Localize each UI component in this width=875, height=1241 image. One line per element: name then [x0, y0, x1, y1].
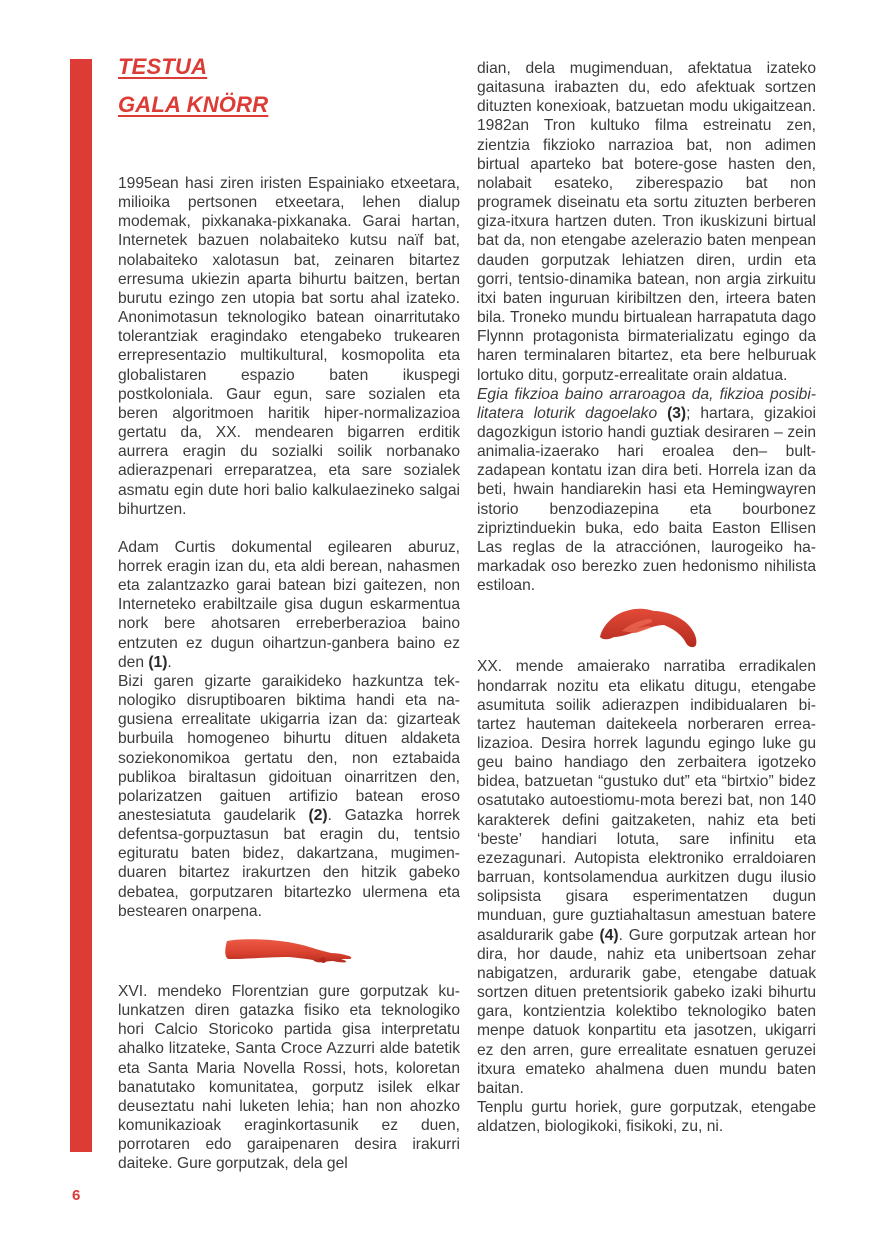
red-arm-illustration: [118, 924, 460, 978]
paragraph: [118, 538, 460, 672]
paragraph-text: Bizi garen gizarte garaikideko hazkuntza teknologiko disruptiboaren biktima handi eta nagusiena errealitate ukigarria izan da: gizarteak burbuila homogeneo bihurtu dituen aldaketa soziekonomikoa gertatu den, non eztabaida publikoa biraltasun gidoituan oinarritzen den, polarizatzen gaituen artifizio batean eroso anestesiatuta gaudelarik: [118, 672, 460, 824]
page-number: 6: [72, 1187, 81, 1204]
italic-quote: Egia fikzioa baino arraroagoa da, fikzioa posibilitatera loturik dagoelako: [477, 385, 816, 422]
accent-sidebar-bar: [70, 59, 92, 1152]
footnote-ref-1: (1): [148, 653, 168, 671]
paragraph: [477, 385, 816, 596]
paragraph-text: . Gure gorputzak artean hor dira, hor daude, nahiz eta unibertsoan zehar nabigatzen, ardurarik gabe, etengabe datuak sortzen dituen pretentsiorik gabeko izaki bihurtu gara, kontzientzia kolektibo teknologiko baten menpe datuok konpartitu eta jasotzen, ukigarri ez den arren, gure errealitate esnatuen geruzei itxura emateko ahalmena duen mundu baten baitan.: [477, 926, 816, 1097]
paragraph: dian, dela mugimenduan, afektatua izateko gaitasuna irabazten du, edo afektuak sortzen dituzten konexioak, batzuetan modu ukigaitzean. 1982an Tron kultuko filma estreinatu zen, zientzia fikzioko narrazioa bat, non adimen birtual aparteko bat botere-gose hasten den, nolabait esateko, ziberespazio bat non programek diseinatu eta sortu zituzten berberen giza-itxura hartzen duten. Tron ikuskizuni birtual bat da, non etengabe azelerazio baten menpean dauden gorputzak lehiatzen diren, urdin eta gorri, tentsio-dinamika batean, non argia zirkuitu itxi baten inguruan kiribiltzen den, irteera baten bila. Troneko mundu birtualean harrapatuta dago Flynnn protagonista birmaterializatu egingo da haren terminalaren bitartez, eta bere helburuak lortuko ditu, gorputz-errealitate orain aldatua.: [477, 60, 816, 384]
footnote-ref-3: (3): [667, 404, 687, 422]
paragraph-text: . Gatazka horrek defentsa-gorpuztasun bat eragin du, tentsio egituratu baten bidez, dakartzana, mugimenduaren bitartez irakurtzen den hitzik gabeko debatea, gorputzaren bitartezko ulermena eta bestearen onarpena.: [118, 807, 460, 920]
paragraph: 1995ean hasi ziren iristen Espainiako etxeetara, milioika pertsonen etxeetara, lehen dialup modemak, pixkanaka-pixkanaka. Garai hartan, Internetek bazuen nolabaiteko kutsu naïf bat, nolabaiteko xalotasun bat, zeinaren bitartez erresuma ukiezin aparta bihurtu baitzen, bertan burutu ezingo zen utopia bat sortu ahal izateko. Anonimotasun teknologiko batean oinarritutako tolerantziak eragindako etengabeko trukearen errepresentazio multikultural, kosmopolita eta globalistaren espazio baten ikuspegi postkoloniala. Gaur egun, sare sozialen eta beren algoritmoen haritik hiper-normalizazioa gertatu da, XX. mendearen bigarren erditik aurrera eragin du sozialki soilik norbanako adierazpenari erreparatzea, eta sare sozialek asmatu egin dute hori balio kalkulaezineko salgai bihurtzen.: [118, 175, 460, 518]
footnote-ref-4: (4): [599, 926, 619, 944]
paragraph-text: ; hartara, gizakioi dagozkigun istorio handi guztiak desiraren – zein animalia-izaerako hari eroalea den– bultzadapean kontatu izan dira beti. Horrela izan da beti, hwain handiarekin hasi eta Hemingwayren istorio benzodiazepina eta bourbonez zipriztinduekin buka, edo baita Easton Ellisen Las reglas de la atracciónen, laurogeiko hamarkadak oso berezko zuen hedonismo nihilista estiloan.: [477, 404, 816, 595]
section-label: TESTUA: [118, 54, 208, 79]
paragraph: Tenplu gurtu horiek, gure gorputzak, etengabe aldatzen, biologikoki, fisikoki, zu, ni.: [477, 1098, 816, 1136]
author-name: GALA KNÖRR: [118, 92, 269, 117]
left-column: [118, 174, 460, 1174]
paragraph: XVI. mendeko Florentzian gure gorputzak kulunkatzen diren gatazka fisiko eta teknologiko hori Calcio Storicoko partida gisa interpretatu ahalko litzateke, Santa Croce Azzurri alde batetik eta Santa Maria Novella Rossi, hots, koloretan banatutako komunitatea, gorputz isilek elkar deuseztatu nahi luketen lehia; han non ahozko komunikazioak eraginkortasunik ez duen, porrotaren edo garaipenaren desira irakurri daiteke. Gure gorputzak, dela gel: [118, 982, 460, 1173]
footnote-ref-2: (2): [308, 807, 328, 824]
arm-reaching-icon: [223, 935, 355, 967]
paragraph: [477, 657, 816, 1098]
red-hands-illustration: [477, 597, 816, 655]
hands-clasping-icon: [592, 603, 702, 649]
paragraph-text: Adam Curtis dokumental egilearen aburuz, horrek eragin izan du, eta aldi berean, nahasmen eta zalantzazko garai batean bizi gaitezen, non Interneteko erabiltzaile gisa dugun eskarmentua nork bere ahotsaren erreberberazioa baino entzuten ez dugun oihartzun-ganbera baino ez den: [118, 538, 460, 671]
paragraph: [118, 672, 460, 921]
paragraph-text: XX. mende amaierako narratiba erradikalen hondarrak nozitu eta elikatu ditugu, etengabe asumituta soilik adierazpen indibidualaren bitartez hauteman daitekeela norberaren errealizazioa. Desira horrek lagundu egingo luke gu geu baino handiago den zerbaitera igotzeko bidea, batzuetan “gustuko dut” eta “birtxio” bidez osatutako autoestiomu-mota berezi bat, non 140 karakterek defini gaitzaketen, nahiz eta beti ‘beste’ handiari lotuta, sare infinitu eta ezezagunari. Autopista elektroniko erraldoiaren barruan, kontsolamendua aurkitzen dugu ilusio solipsista gisara esperimentatzen dugun munduan, gure guztiahaltasun amestuan batere asaldurarik gabe: [477, 658, 816, 944]
paragraph-text: .: [167, 653, 172, 671]
right-column: [477, 59, 816, 1136]
